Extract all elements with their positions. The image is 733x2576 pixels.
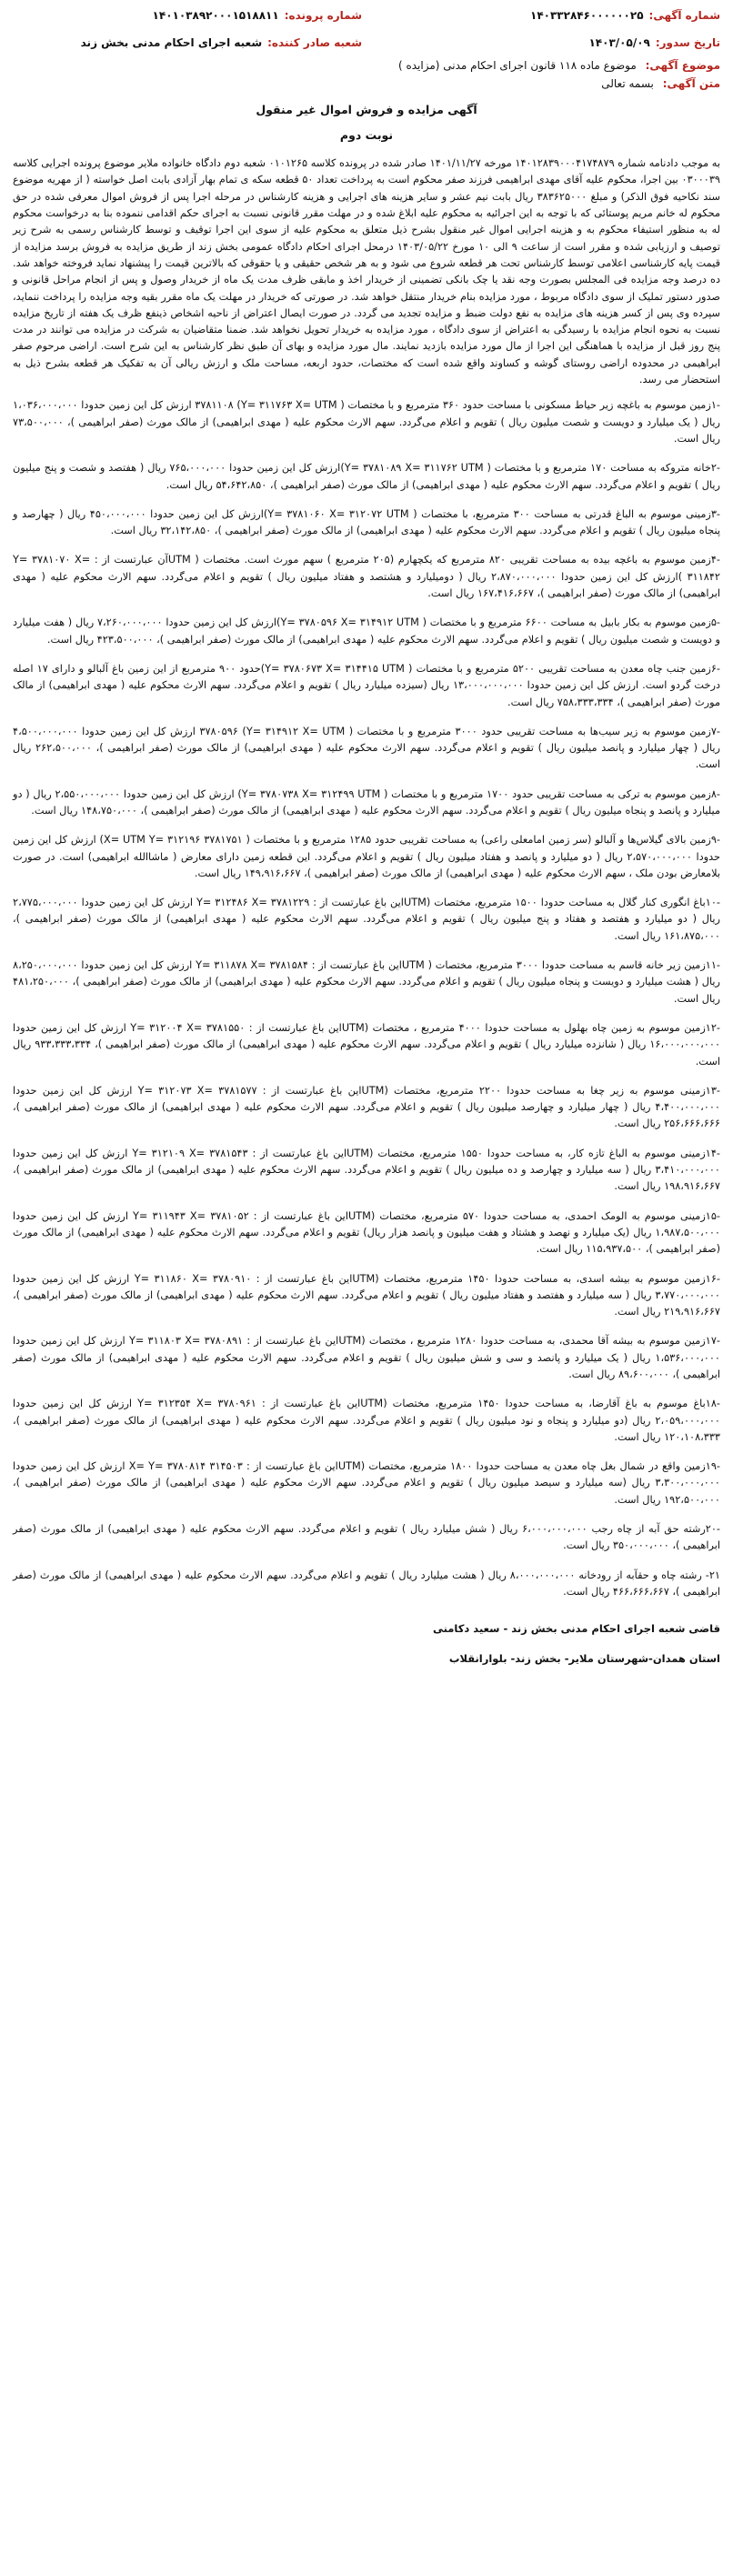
subject-label: موضوع آگهی: [645, 59, 720, 73]
notice-title: آگهی مزایده و فروش اموال غیر منقول [256, 103, 477, 117]
file-number-label: شماره پرونده: [284, 9, 362, 22]
notice-round: نوبت دوم [339, 128, 394, 143]
property-item: -۱۵زمینی موسوم به الومک احمدی، به مساحت حدودا ۵۷۰ مترمربع، مختصات (UTMاین باغ عبارتست از : Y= ۳۱۱۹۴۳ X= ۳۷۸۱۰۵۲ ارزش کل این زمین حدودا ۱،۹۸۷،۵۰۰،۰۰۰ ریال (یک میلیارد و نهصد و هشتاد و هفت میلیون و پانصد هزار ریال) تقویم و اعلام می‌گردد. سهم الارث محکوم علیه ( مهدی ابراهیمی) از مالک مورث (صفر ابراهیمی )، ۱۱۵،۹۳۷،۵۰۰ ریال است. [13, 1209, 720, 1256]
intro-paragraph: به موجب دادنامه شماره ۱۴۰۱۲۸۳۹۰۰۰۴۱۷۴۸۷۹ مورخه ۱۴۰۱/۱۱/۲۷ صادر شده در پرونده کلاسه ۰۱۰۱۲۶۵ شعبه دوم دادگاه خانواده ملایر موضوع پرونده اجرایی کلاسه ۰۳۰۰۰۳۹ بین اجرا، محکوم علیه آقای مهدی ابراهیمی فرزند صفر محکوم است به پرداخت تعداد ۵۰ قطعه سکه ی تمام بهار آزادی بابت اصل خواسته ( از مهریه موضوع سند نکاحیه فوق الذکر) و مبلغ ۳۸۳۶۲۵۰۰۰ ریال بابت نیم عشر و سایر هزینه های اجرایی و هزینه کارشناس در مرحله اجرا پس از فروش اموال معرفی شده در حق محکوم له خانم مریم پوستائی که با توجه به این اجرائیه به محکوم علیه ابلاغ شده و در مهلت مقرر قانونی نسبت به اجرای حکم اقدامی ننموده بنا به درخواست محکوم له به منظور استیفاء محکوم به و هزینه اجرایی اموال غیر منقول بشرح ذیل متعلق به محکوم علیه از سوی این اجرا توقیف و توسط کارشناس رسمی به شرح زیر توصیف و ارزیابی شده و مقرر است از ساعت ۹ الی ۱۰ مورخ ۱۴۰۳/۰۵/۲۲ درمحل اجرای احکام دادگاه عمومی بخش زند از طریق مزایده به فروش برسد مزایده از قیمت پایه کارشناسی اعلامی توسط کارشناس تحت هر قطعه شروع می شود و به هر شخص حقیقی و یا حقوقی که بالاترین قیمت را پیشنهاد نماید فروخته خواهد شد. ده درصد وجه مزایده فی المجلس بصورت وجه نقد یا چک بانکی تضمینی از خریدار اخذ و مابقی ظرف مدت یک ماه از خریدار وصول و پس از انجام مراحل قانونی و صدور دستور تملیک از سوی دادگاه مربوط ، مورد مزایده بنام خریدار منتقل خواهد شد. در صورتی که خریدار در مهلت یک ماه مقرر بقیه وجه مزایده را پرداخت ننماید، سپرده وی پس از کسر هزینه های مزایده به نفع دولت ضبط و مزایده تجدید می گردد. در صورت ایصال اعتراض از ناحیه اشخاص ذینفع ظرف یک هفته از تاریخ مزایده نسبت به نحوه انجام مزایده با رسیدگی به اعتراض از سوی دادگاه ، مورد مزایده به خریدار تحویل نخواهد شد. ضمنا متقاضیان به شرکت در مزایده می توانند در مدت پنج روز قبل از مزایده با هماهنگی این اجرا از مال مورد مزایده بازدید نمایند. مال مورد مزایده و بهای آن طبق نظر کارشناس به این شرح است. اراضی مرحوم صفر ابراهیمی در محدوده اراضی روستای گوشه و کساوند واقع شده است که مختصات، حدود اربعه، مساحت ملک و ارزش ریالی آن به تفکیک هر قطعه بشرح ذیل به استحضار می رسد. [13, 157, 720, 386]
property-item: -۱زمین موسوم به باغچه زیر حیاط مسکونی با مساحت حدود ۳۶۰ مترمربع و با مختصات ( Y= ۳۱۱۷۶۳ X= UTM) ۳۷۸۱۱۰۸ ارزش کل این زمین حدودا ۱،۰۳۶،۰۰۰،۰۰۰ ریال ( یک میلیارد و دویست و شصت میلیون ریال ) تقویم و اعلام می‌گردد. سهم الارث محکوم علیه ( مهدی ابراهیمی) از مالک مورث (صفر ابراهیمی )، ۷۳،۵۰۰،۰۰۰ ریال است. [13, 399, 720, 445]
issue-date-row [371, 36, 720, 51]
property-item: -۵زمین موسوم به بکار بابیل به مساحت ۶۶۰۰ مترمربع و با مختصات ( Y= ۳۷۸۰۵۹۶ X= ۳۱۴۹۱۲ UTM)ارزش کل این زمین حدودا ۷،۲۶۰،۰۰۰،۰۰۰ ریال ( هفت میلیارد و دویست و شصت میلیون ریال ) تقویم و اعلام می‌گردد. سهم الارث محکوم علیه ( مهدی ابراهیمی) از مالک مورث (صفر ابراهیمی )، ۴۲۳،۵۰۰،۰۰۰ ریال است. [13, 616, 720, 646]
body-start: بسمه تعالی [601, 77, 654, 91]
property-item: -۱۹زمین واقع در شمال بغل چاه معدن به مساحت حدودا ۱۸۰۰ مترمربع، مختصات (UTMاین باغ عبارتست از : X= Y= ۳۷۸۰۸۱۴ ۳۱۴۵۰۳ ارزش کل این زمین حدودا ۳،۳۰۰،۰۰۰،۰۰۰ ریال (سه میلیارد و سیصد میلیون ریال ) تقویم و اعلام می‌گردد. سهم الارث محکوم علیه ( مهدی ابراهیمی) از مالک مورث (صفر ابراهیمی )، ۱۹۲،۵۰۰،۰۰۰ ریال است. [13, 1460, 720, 1506]
issue-date-label: تاریخ سدور: [655, 35, 720, 49]
notice-number-row [371, 9, 720, 24]
address: استان همدان-شهرستان ملایر- بخش زند- بلوارانقلاب [448, 1651, 720, 1665]
property-item: -۱۴زمینی موسوم به الباغ تازه کار، به مساحت حدودا ۱۵۵۰ مترمربع، مختصات (UTMاین باغ عبارتست از : Y= ۳۱۲۱۰۹ X= ۳۷۸۱۵۴۳ ارزش کل این زمین حدودا ۳،۴۱۰،۰۰۰،۰۰۰ ریال ( سه میلیارد و چهارصد و ده میلیون ریال ) تقویم و اعلام می‌گردد. سهم الارث محکوم علیه ( مهدی ابراهیمی) از مالک مورث (صفر ابراهیمی )، ۱۹۸،۹۱۶،۶۶۷ ریال است. [13, 1147, 720, 1193]
property-item: -۸زمین موسوم به ترکی به مساحت تقریبی حدود ۱۷۰۰ مترمربع و با مختصات ( Y= ۳۷۸۰۷۳۸ X= ۳۱۲۴۹۹ UTM) ارزش کل این زمین حدودا ۲،۵۵۰،۰۰۰،۰۰۰ ریال ( دو میلیارد و پانصد و پنجاه میلیون ریال ) تقویم و اعلام می‌گردد. سهم الارث محکوم علیه ( مهدی ابراهیمی) از مالک مورث (صفر ابراهیمی )، ۱۴۸،۷۵۰،۰۰۰ ریال است. [13, 787, 720, 817]
signer: قاضی شعبه اجرای احکام مدنی بخش زند - سعید دکامنی [432, 1622, 720, 1636]
issuing-branch-row [13, 36, 362, 51]
property-item: -۳زمینی موسوم به الباغ قدرتی به مساحت ۳۰۰ مترمربع، با مختصات ( Y= ۳۷۸۱۰۶۰ X= ۳۱۲۰۷۲ UTM)ارزش کل این زمین حدودا ۴۵۰،۰۰۰،۰۰۰ ریال ( چهارصد و پنجاه میلیون ریال ) تقویم و اعلام می‌گردد. سهم الارث محکوم علیه ( مهدی ابراهیمی) از مالک مورث (صفر ابراهیمی )، ۳۲،۱۴۲،۸۵۰ ریال است. [13, 507, 720, 537]
body-start-row [13, 77, 720, 90]
property-list [13, 397, 720, 1600]
property-item: -۷زمین موسوم به زیر سیب‌ها به مساحت تقریبی حدود ۳۰۰۰ مترمربع و با مختصات ( Y= ۳۱۴۹۱۲ X= UTM) ۳۷۸۰۵۹۶ ارزش کل این زمین حدودا ۴،۵۰۰،۰۰۰،۰۰۰ ریال ( چهار میلیارد و پانصد میلیون ریال ) تقویم و اعلام می‌گردد. سهم الارث محکوم علیه ( مهدی ابراهیمی) از مالک مورث (صفر ابراهیمی )، ۲۶۲،۵۰۰،۰۰۰ ریال است. [13, 725, 721, 771]
property-item: -۱۰باغ انگوری کنار گلال به مساحت حدودا ۱۵۰۰ مترمربع، مختصات (UTMاین باغ عبارتست از : Y= ۳۱۲۴۸۶ X= ۳۷۸۱۲۲۹ ارزش کل این زمین حدودا ۲،۷۷۵،۰۰۰،۰۰۰ ریال ( دو میلیارد و هفتصد و هفتاد و پنج میلیون ریال ) تقویم و اعلام می‌گردد. سهم الارث محکوم علیه ( مهدی ابراهیمی) از مالک مورث (صفر ابراهیمی )، ۱۶۱،۸۷۵،۰۰۰ ریال است. [13, 897, 720, 942]
property-item: -۱۲زمین موسوم به زمین چاه بهلول به مساحت حدودا ۴۰۰۰ مترمربع ، مختصات (UTMاین باغ عبارتست از : Y= ۳۱۲۰۰۴ X= ۳۷۸۱۵۵۰ ارزش کل این زمین حدودا ۱۶،۰۰۰،۰۰۰،۰۰۰ ریال ( شانزده میلیارد ریال ) تقویم و اعلام می‌گردد. سهم الارث محکوم علیه ( مهدی ابراهیمی) از مالک مورث (صفر ابراهیمی )، ۹۳۳،۳۳۳،۳۳۴ ریال است. [13, 1021, 721, 1067]
subject-row [13, 59, 720, 72]
property-item: -۲خانه متروکه به مساحت ۱۷۰ مترمربع و با مختصات ( Y= ۳۷۸۱۰۸۹ X= ۳۱۱۷۶۲ UTM)ارزش کل این زمین حدودا ۷۶۵،۰۰۰،۰۰۰ ریال ( هفتصد و شصت و پنج میلیون ریال ) تقویم و اعلام می‌گردد. سهم الارث محکوم علیه ( مهدی ابراهیمی) از مالک مورث (صفر ابراهیمی )، ۵۴،۶۴۲،۸۵۰ ریال است. [13, 462, 720, 491]
property-item: -۶زمین جنب چاه معدن به مساحت تقریبی ۵۲۰۰ مترمربع و با مختصات ( Y= ۳۷۸۰۶۷۳ X= ۳۱۴۴۱۵ UTM)حدود ۹۰۰ مترمربع از این زمین باغ آلبالو و دارای ۱۷ اصله درخت گردو است. ارزش کل این زمین حدودا ۱۳،۰۰۰،۰۰۰،۰۰۰ ریال (سیزده میلیارد ریال ) تقویم و اعلام می‌گردد. سهم الارث محکوم علیه ( مهدی ابراهیمی) از مالک مورث (صفر ابراهیمی )، ۷۵۸،۳۳۳،۳۳۴ ریال است. [13, 662, 720, 708]
issue-date: ۱۴۰۳/۰۵/۰۹ [588, 35, 650, 49]
notice-number: ۱۴۰۳۳۲۸۴۶۰۰۰۰۰۰۲۵ [530, 9, 644, 22]
file-number-row [13, 9, 362, 24]
notice-header [13, 9, 720, 50]
property-item: ۲۱- رشته چاه و حقآبه از رودخانه ۸،۰۰۰،۰۰۰،۰۰۰ ریال ( هشت میلیارد ریال ) تقویم و اعلام می‌گردد. سهم الارث محکوم علیه ( مهدی ابراهیمی) از مالک مورث (صفر ابراهیمی )، ۴۶۶،۶۶۶،۶۶۷ ریال است. [13, 1569, 720, 1598]
property-item: -۹زمین بالای گیلاس‌ها و آلبالو (سر زمین امامعلی راعی) به مساحت تقریبی حدود ۱۲۸۵ مترمربع و با مختصات ( X= UTM Y= ۳۱۲۱۹۶ ۳۷۸۱۷۵۱) ارزش کل این زمین حدودا ۲،۵۷۰،۰۰۰،۰۰۰ ریال ( دو میلیارد و پانصد و هفتاد میلیون ریال ) تقویم و اعلام می‌گردد. این قطعه زمین دارای معارض ( ماشاالله ابراهیمی) است. در صورت بلامعارض بودن ملک ، سهم الارث محکوم علیه ( مهدی ابراهیمی) از مالک مورث (صفر ابراهیمی )، ۱۴۹،۹۱۶،۶۶۷ ریال است. [13, 834, 720, 879]
body-label: متن آگهی: [662, 77, 720, 91]
property-item: -۱۶زمین موسوم به بیشه اسدی، به مساحت حدودا ۱۴۵۰ مترمربع، مختصات (UTMاین باغ عبارتست از : Y= ۳۱۱۸۶۰ X= ۳۷۸۰۹۱۰ ارزش کل این زمین حدودا ۳،۷۷۰،۰۰۰،۰۰۰ ریال ( سه میلیارد و هفتصد و هفتاد میلیون ریال ) تقویم و اعلام می‌گردد. سهم الارث محکوم علیه ( مهدی ابراهیمی) از مالک مورث (صفر ابراهیمی )، ۲۱۹،۹۱۶،۶۶۷ ریال است. [13, 1272, 720, 1318]
property-item: -۱۸باغ موسوم به باغ آقارضا، به مساحت حدودا ۱۴۵۰ مترمربع، مختصات (UTMاین باغ عبارتست از : Y= ۳۱۲۳۵۴ X= ۳۷۸۰۹۶۱ ارزش کل این زمین حدودا ۲،۰۵۹،۰۰۰،۰۰۰ ریال (دو میلیارد و پنجاه و نود میلیون ریال ) تقویم و اعلام می‌گردد. سهم الارث محکوم علیه ( مهدی ابراهیمی) از مالک مورث (صفر ابراهیمی )، ۱۲۰،۱۰۸،۳۳۳ ریال است. [13, 1398, 720, 1443]
property-item: -۴زمین موسوم به باغچه بیده به مساحت تقریبی ۸۲۰ مترمربع که یکچهارم (۲۰۵ مترمربع ) سهم مورث است. مختصات ( UTMآن عبارتست از : Y= ۳۷۸۱۰۷۰ X= ۳۱۱۸۴۲ )ارزش کل این زمین حدودا ۲،۸۷۰،۰۰۰،۰۰۰ ریال ( دومیلیارد و هشتصد و هفتاد میلیون ریال ) تقویم و اعلام می‌گردد. سهم الارث محکوم علیه ( مهدی ابراهیمی) از مالک مورث (صفر ابراهیمی )، ۱۶۷،۴۱۶،۶۶۷ ریال است. [13, 554, 720, 600]
issuing-branch-label: شعبه صادر کننده: [267, 35, 362, 49]
notice-footer [13, 1620, 720, 1667]
notice-titles [13, 101, 720, 145]
subject: موضوع ماده ۱۱۸ قانون اجرای احکام مدنی (مزایده ) [397, 59, 637, 73]
file-number: ۱۴۰۱۰۳۸۹۲۰۰۰۱۵۱۸۸۱۱ [152, 9, 279, 22]
property-item: -۱۱زمین زیر خانه قاسم به مساحت حدودا ۳۰۰۰ مترمربع، مختصات ( UTMاین باغ عبارتست از : Y= ۳۱۱۸۷۸ X= ۳۷۸۱۵۸۴ ارزش کل این زمین حدودا ۸،۲۵۰،۰۰۰،۰۰۰ ریال ( هشت میلیارد و دویست و پنجاه میلیون ریال ) تقویم و اعلام می‌گردد. سهم الارث محکوم علیه ( مهدی ابراهیمی) از مالک مورث (صفر ابراهیمی )، ۴۸۱،۲۵۰،۰۰۰ ریال است. [13, 959, 720, 1005]
notice-number-label: شماره آگهی: [648, 9, 720, 22]
issuing-branch: شعبه اجرای احکام مدنی بخش زند [80, 35, 263, 49]
property-item: -۲۰رشته حق آبه از چاه رجب ۶،۰۰۰،۰۰۰،۰۰۰ ریال ( شش میلیارد ریال ) تقویم و اعلام می‌گردد. سهم الارث محکوم علیه ( مهدی ابراهیمی) از مالک مورث (صفر ابراهیمی )، ۳۵۰،۰۰۰،۰۰۰ ریال است. [13, 1523, 720, 1552]
property-item: -۱۳زمینی موسوم به زیر چغا به مساحت حدودا ۲۲۰۰ مترمربع، مختصات (UTMاین باغ عبارتست از : Y= ۳۱۲۰۷۳ X= ۳۷۸۱۵۷۷ ارزش کل این زمین حدودا ۴،۴۰۰،۰۰۰،۰۰۰ ریال ( چهار میلیارد و چهارصد میلیون ریال ) تقویم و اعلام می‌گردد. سهم الارث محکوم علیه ( مهدی ابراهیمی) از مالک مورث (صفر ابراهیمی )، ۲۵۶،۶۶۶،۶۶۶ ریال است. [13, 1084, 720, 1130]
property-item: -۱۷زمین موسوم به بیشه آقا محمدی، به مساحت حدودا ۱۲۸۰ مترمربع ، مختصات (UTMاین باغ عبارتست از : Y= ۳۱۱۸۰۳ X= ۳۷۸۰۸۹۱ ارزش کل این زمین حدودا ۱،۵۳۶،۰۰۰،۰۰۰ ریال ( یک میلیارد و پانصد و سی و شش میلیون ریال ) تقویم و اعلام می‌گردد. سهم الارث محکوم علیه ( مهدی ابراهیمی) از مالک مورث (صفر ابراهیمی )، ۸۹،۶۰۰،۰۰۰ ریال است. [13, 1335, 720, 1380]
